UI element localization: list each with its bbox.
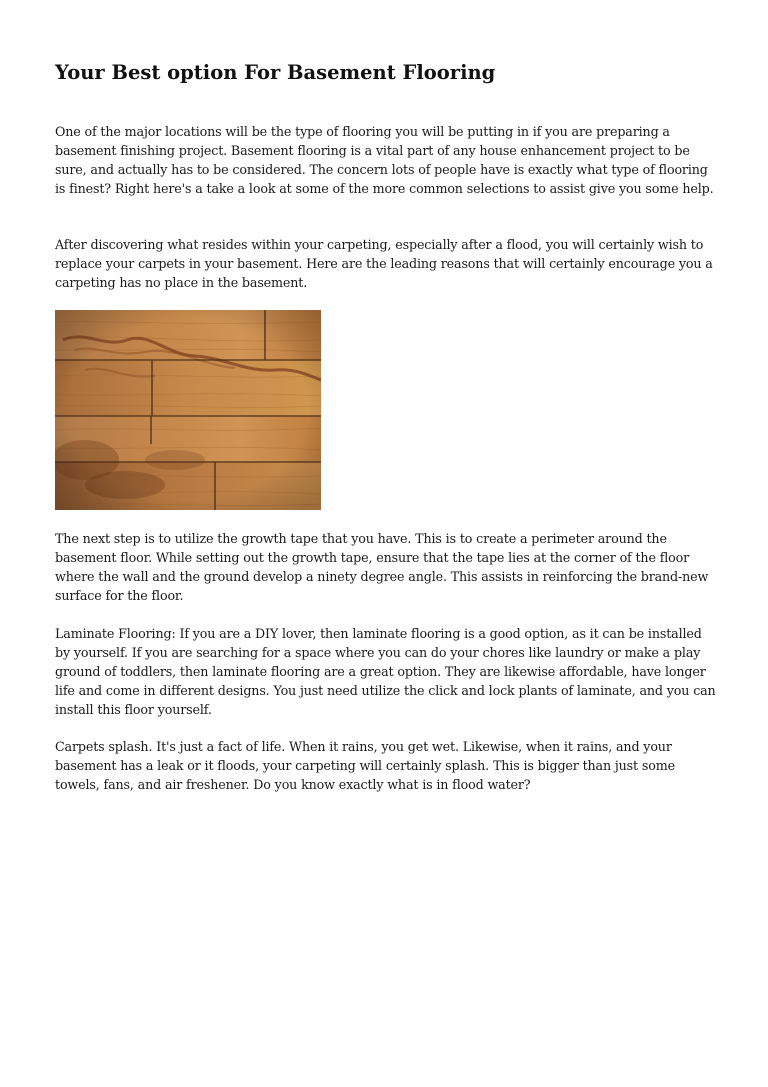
paragraph-2: After discovering what resides within your carpeting, especially after a flood, you will certainly wish to replace your carpets in your basement. Here are the leading reasons that will certainly encourage you a carpeting has no place in the basement. xyxy=(55,237,713,290)
paragraph-3: The next step is to utilize the growth tape that you have. This is to create a perimeter around the basement floor. While setting out the growth tape, ensure that the tape lies at the corner of the floor where the wall and the ground develop a ninety degree angle. This assists in reinforcing the brand-new surface for the floor. xyxy=(55,531,709,603)
paragraph-5: Carpets splash. It's just a fact of life. When it rains, you get wet. Likewise, when it rains, and your basement has a leak or it floods, your carpeting will certainly splash. This is bigger than just some towels, fans, and air freshener. Do you know exactly what is in flood water? xyxy=(55,739,675,792)
wood-floor-photo xyxy=(55,310,321,510)
paragraph-4: Laminate Flooring: If you are a DIY lover, then laminate flooring is a good option, as it can be installed by yourself. If you are searching for a space where you can do your chores like laundry or make a play ground of toddlers, then laminate flooring are a great option. They are likewise affordable, have longer life and come in different designs. You just need utilize the click and lock plants of laminate, and you can install this floor yourself. xyxy=(55,626,716,717)
paragraph-1: One of the major locations will be the type of flooring you will be putting in if you are preparing a basement finishing project. Basement flooring is a vital part of any house enhancement project to be sure, and actually has to be considered. The concern lots of people have is exactly what type of flooring is finest? Right here's a take a look at some of the more common selections to assist give you some help. xyxy=(55,124,714,196)
page-title: Your Best option For Basement Flooring xyxy=(55,61,496,84)
